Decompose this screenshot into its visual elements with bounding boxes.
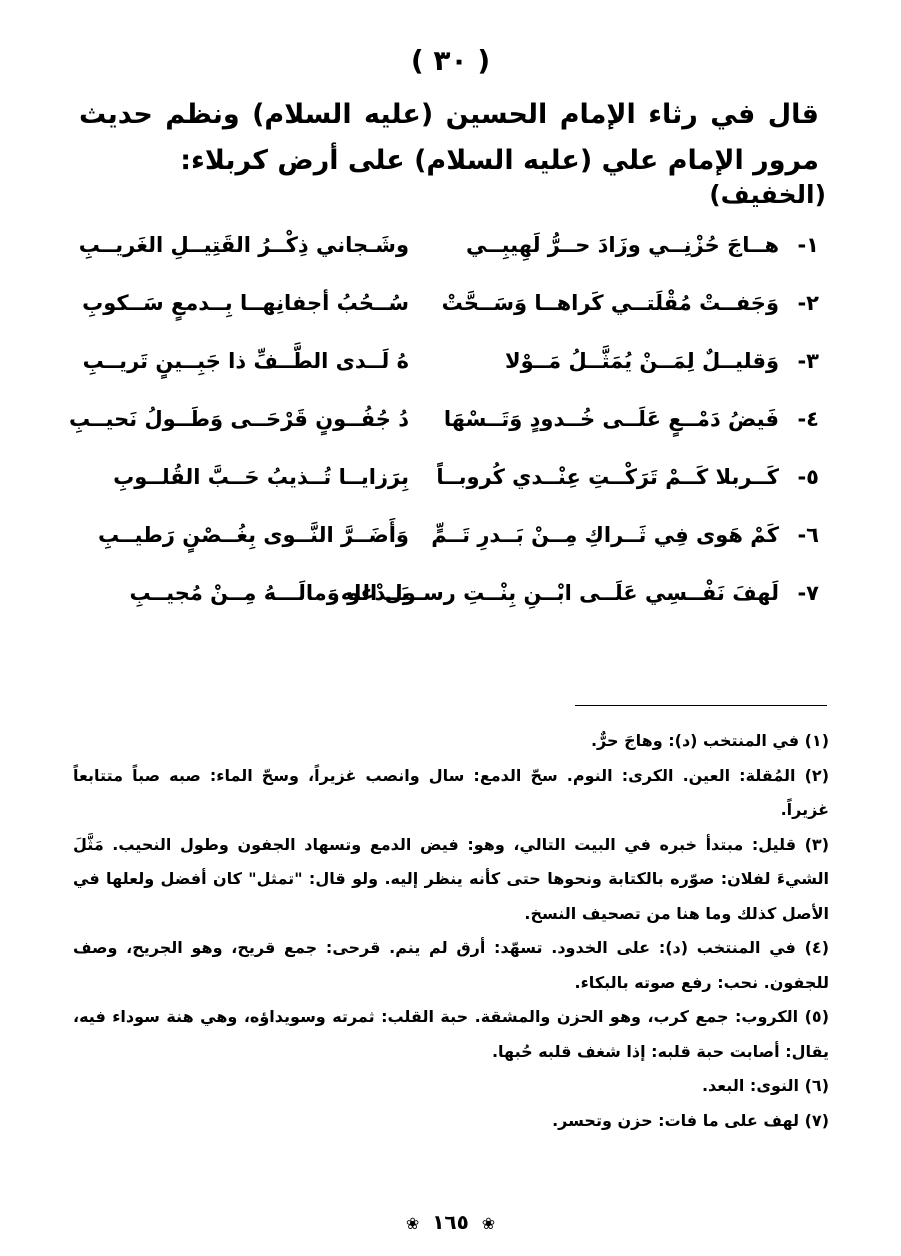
verse-second-hemistich: وشَـجاني ذِكْــرُ القَتِيــلِ الغَريــبِ (78, 233, 409, 257)
footnote-separator (575, 705, 827, 706)
verse-second-hemistich: بِرَزايــا تُــذيبُ حَــبَّ القُلــوبِ (113, 465, 409, 489)
verse-second-hemistich: هُ لَــدى الطَّــفِّ ذا جَبِــينٍ تَريــبِ (82, 349, 409, 373)
verse-first-hemistich: فَيضُ دَمْــعٍ عَلَــى خُــدودٍ وَتَــسْهَا (443, 407, 779, 431)
verse-second-hemistich: سُــحُبُ أجفانِهــا بِــدمعٍ سَــكوبِ (82, 291, 409, 315)
verse (75, 460, 819, 518)
verse-second-hemistich: وَأَضَــرَّ النَّــوى بِغُــصْنٍ رَطيــبِ (97, 523, 409, 547)
verse-second-hemistich: يَــدْعو وَمالَـــهُ مِــنْ مُجيــبِ (129, 581, 409, 605)
footnote: (٦) النوى: البعد. (701, 1076, 829, 1095)
verse-first-hemistich: كَمْ هَوى فِي ثَــراكِ مِــنْ بَــدرِ تَــمٍّ (431, 523, 779, 547)
verse-number: ٣- (797, 349, 819, 373)
footnotes (73, 724, 829, 1138)
verse (75, 286, 819, 344)
verse-first-hemistich: لَهفَ نَفْــسِي عَلَــى ابْــنِ بِنْــتِ رسـول الله (340, 581, 779, 605)
poem-title: قال في رثاء الإمام الحسين (عليه السلام) ونظم حديث مرور الإمام علي (عليه السلام) على أرض كربلاء: (79, 99, 819, 176)
verse-first-hemistich: هــاجَ حُزْنِــي وزَادَ حــرُّ لَهِيبِــي (465, 233, 779, 257)
verse-number: ٧- (797, 581, 819, 605)
footnote: (١) في المنتخب (د): وهاجَ حرٌّ. (590, 731, 829, 750)
verse-number: ١- (797, 233, 819, 257)
verse-number: ٦- (797, 523, 819, 547)
verse (75, 576, 819, 634)
verse-first-hemistich: وَقليــلٌ لِمَــنْ يُمَثَّــلُ مَــوْلا (505, 349, 779, 373)
poetic-meter: (الخفيف) (709, 180, 826, 209)
verse-list (68, 228, 819, 634)
verse-second-hemistich: دُ جُفُــونٍ قَرْحَــى وَطَــولُ نَحيــبِ (68, 407, 409, 431)
verse-number: ٤- (797, 407, 819, 431)
verse-number: ٢- (797, 291, 819, 315)
verse (75, 518, 819, 576)
verse (75, 344, 819, 402)
verse-first-hemistich: وَجَفــتْ مُقْلَتــي كَراهــا وَسَــحَّتْ (441, 291, 779, 315)
ornament-icon: ❀ (405, 1214, 420, 1233)
footnote: (٢) المُقلة: العين. الكرى: النوم. سحّ الدمع: سال وانصب غزيراً، وسحّ الماء: صبه صباً متتابعاً غزيراً. (73, 765, 829, 819)
ornament-icon: ❀ (481, 1214, 496, 1233)
page-number-line (0, 1210, 901, 1234)
verse (68, 402, 819, 460)
footnote: (٣) قليل: مبتدأ خبره في البيت التالي، وهو: فيض الدمع وتسهاد الجفون وطول النحيب. مَثَّلَ الشيءَ لفلان: صوّره بالكتابة ونحوها حتى كأنه ينظر إليه. ولو قال: "تمثل" كان أفضل ولعلها في الأصل كذلك وما هنا من تصحيف النسخ. (73, 834, 829, 923)
verse (75, 228, 819, 286)
footnote: (٤) في المنتخب (د): على الخدود. تسهّد: أرق لم ينم. قرحى: جمع قريح، وهو الجريح، وصف للجفون. نحب: رفع صوته بالبكاء. (73, 938, 829, 992)
footnote: (٧) لهف على ما فات: حزن وتحسر. (552, 1110, 829, 1130)
page-number: ١٦٥ (432, 1210, 469, 1234)
poem-number: ( ٣٠ ) (410, 44, 491, 77)
footnote: (٥) الكروب: جمع كرب، وهو الحزن والمشقة. حبة القلب: ثمرته وسويداؤه، وهي هنة سوداء فيه، يقال: أصابت حبة قلبه: إذا شغف قلبه حُبها. (73, 1007, 829, 1061)
verse-number: ٥- (797, 465, 819, 489)
verse-first-hemistich: كَــربلا كَــمْ تَرَكْــتِ عِنْــدي كُروبــاً (436, 465, 779, 489)
